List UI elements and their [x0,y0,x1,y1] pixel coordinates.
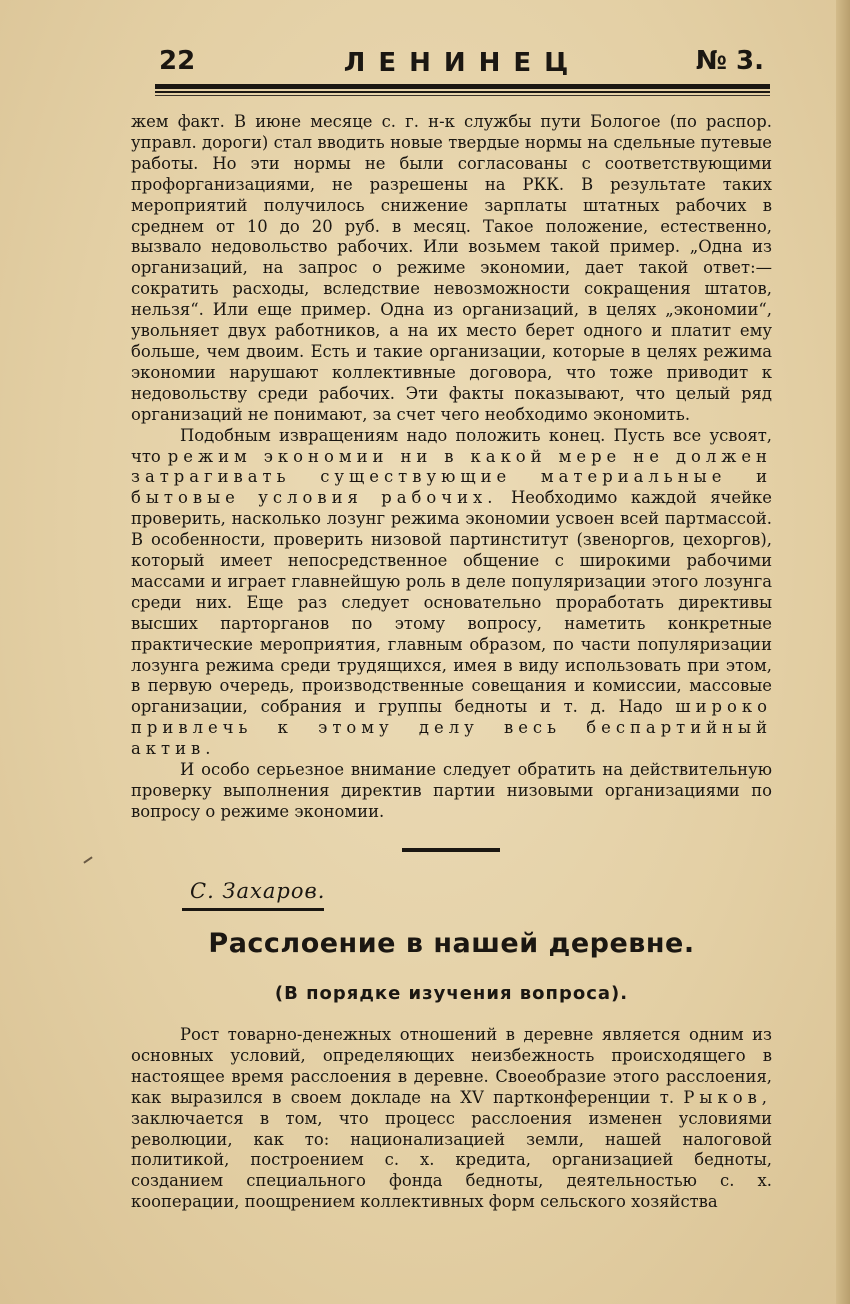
article-paragraph-1-text-b: заключается в том, что процесс расслоения изменен условиями революции, как то: национализацией земли, нашей налоговой политикой, построением с. х. кредита, организацией бедноты, созданием специального фонда бедноты, деятельностью с. х. кооперации, поощрением коллективных форм сельского хозяйства [131,1108,772,1212]
article-paragraph-1-spaced-name: Рыков, [683,1087,773,1107]
page-header [155,44,770,84]
article-paragraph-1-text-a: Рост товарно-денежных отношений в деревне является одним из основных условий, определяющих неизбежность происходящего в настоящее время расслоения в деревне. Своеобразие этого расслоения, как выразился в своем докладе на XV партконференции т. [131,1025,772,1107]
paragraph-2 [131,426,772,761]
continued-article-body [131,112,772,823]
author-underline [182,908,324,911]
article-subtitle: (В порядке изучения вопроса). [274,983,629,1004]
page-edge [836,0,850,1304]
journal-title: ЛЕНИНЕЦ [343,48,582,78]
header-rule-thin [155,95,770,96]
paragraph-2-text-b: Необходимо каждой ячейке проверить, насколько лозунг режима экономии усвоен всей партмассой. В особенности, проверить низовой партинститут (звеноргов, цехоргов), который имеет непосредственное общение с широкими рабочими массами и играет главнейшую роль в деле популяризации этого лозунга среди них. Еще раз следует основательно проработать директивы высших парторганов по этому вопросу, наметить конкретные практические мероприятия, главным образом, по части популяризации лозунга режима среди трудящихся, имея в виду использовать при этом, в первую очередь, производственные совещания и комиссии, массовые организации, собрания и группы бедноты и т. д. Надо [131,488,772,717]
paragraph-1 [131,112,772,426]
paragraph-2-spaced-emphasis-1: режим экономии ни в какой мере не должен затрагивать существующие материальные и бытовые условия рабочих. [131,446,772,508]
new-article-body [131,1025,772,1213]
paragraph-3 [131,760,772,823]
page-number: 22 [159,46,196,76]
paragraph-2-text-a: Подобным извращениям надо положить конец. Пусть все усвоят, что [131,425,772,466]
article-paragraph-1 [131,1025,772,1213]
article-author: С. Захаров. [190,879,326,903]
section-separator [402,848,500,852]
header-rule-middle [155,91,770,93]
paragraph-2-spaced-emphasis-2: широко привлечь к этому делу весь беспартийный актив. [131,697,772,759]
paragraph-1-text: жем факт. В июне месяце с. г. н-к службы пути Бологое (по распор. управл. дороги) стал вводить новые твердые нормы на сдельные путевые работы. Но эти нормы не были согласованы с соответствующими профорганизациями, не разрешены на РКК. В результате таких мероприятий получилось снижение зарплаты штатных рабочих в среднем от 10 до 20 руб. в месяц. Такое положение, естественно, вызвало недовольство рабочих. Или возьмем такой пример. „Одна из организаций, на запрос о режиме экономии, дает такой ответ:—сократить расходы, вследствие невозможности сокращения штатов, нельзя“. Или еще пример. Одна из организаций, в целях „экономии“, увольняет двух работников, а на их место берет одного и платит ему больше, чем двоим. Есть и такие организации, которые в целях режима экономии нарушают коллективные договора, что тоже приводит к недовольству среди рабочих. Эти факты показывают, что целый ряд организаций не понимают, за счет чего необходимо экономить. [131,112,772,424]
header-rule-thick [155,84,770,89]
issue-number: № 3. [695,46,764,76]
article-title: Расслоение в нашей деревне. [208,928,695,959]
paragraph-3-text: И особо серьезное внимание следует обратить на действительную проверку выполнения директив партии низовыми организациями по вопросу о режиме экономии. [131,760,772,821]
